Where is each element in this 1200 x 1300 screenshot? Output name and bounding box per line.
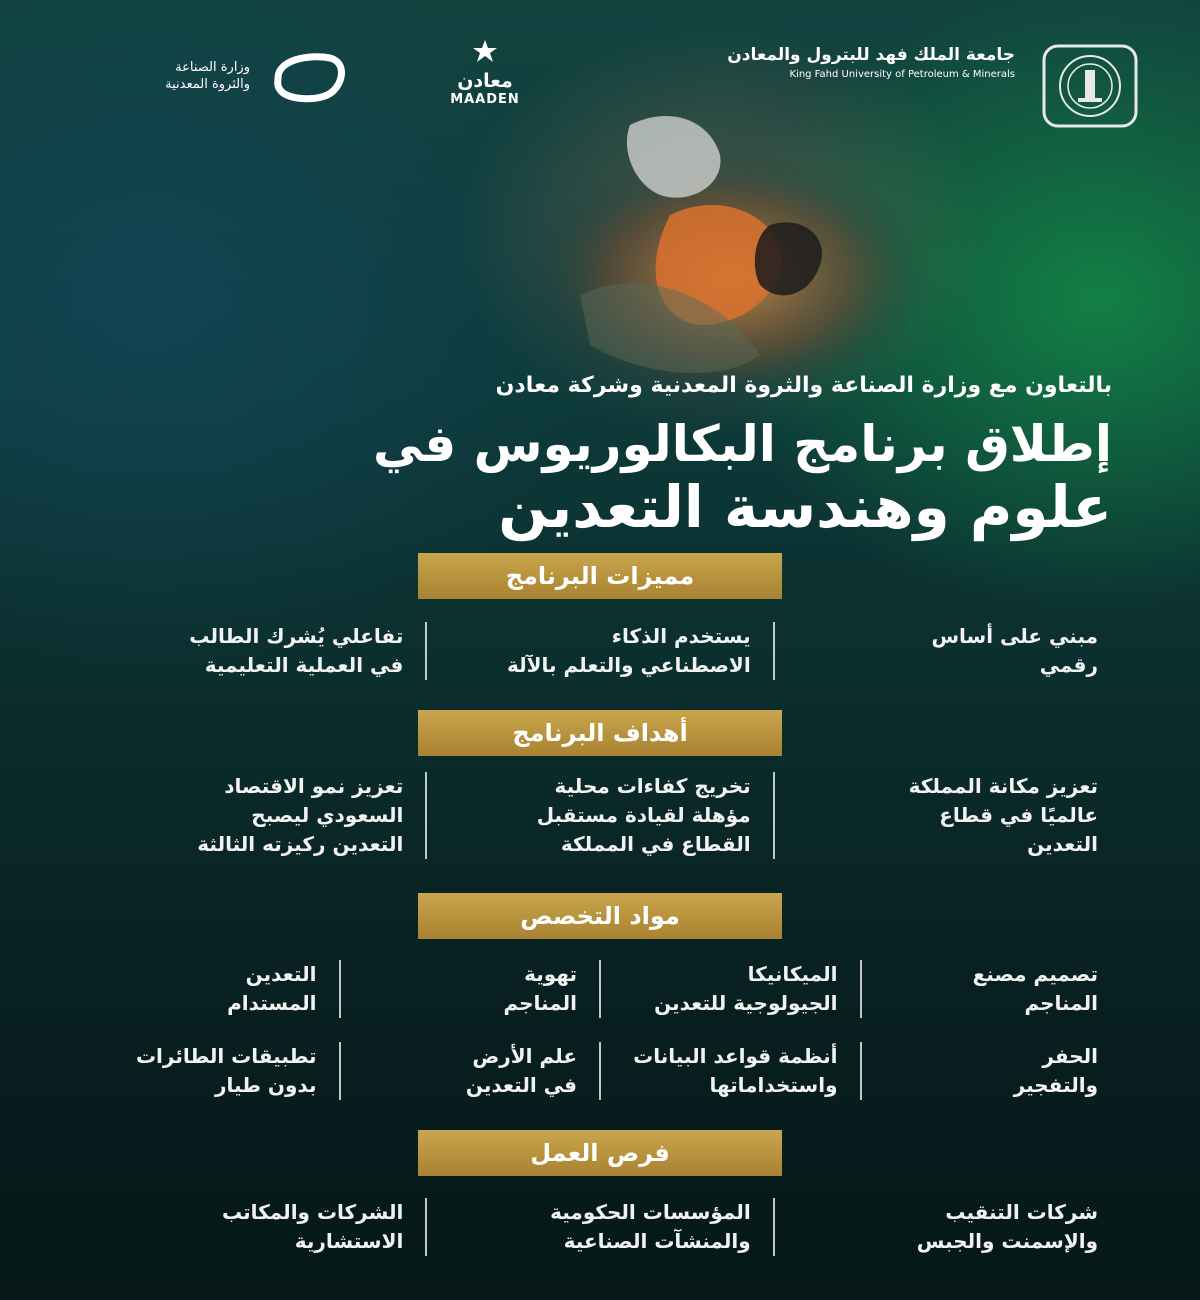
intro-text: بالتعاون مع وزارة الصناعة والثروة المعدنية وشركة معادن bbox=[495, 373, 1112, 398]
subject-item-line2: والتفجير bbox=[1013, 1073, 1098, 1097]
subject-item-line1: تطبيقات الطائرات bbox=[135, 1044, 317, 1068]
goal-item-line2: عالميًا في قطاع bbox=[939, 803, 1098, 827]
subject-item bbox=[862, 960, 1121, 1018]
ministry-name-line2: والثروة المعدنية bbox=[165, 77, 250, 92]
jobs-heading: فرص العمل bbox=[418, 1130, 782, 1176]
subject-item-line2: واستخداماتها bbox=[709, 1073, 838, 1097]
goal-item bbox=[427, 772, 774, 859]
goal-item-line3: القطاع في المملكة bbox=[560, 832, 751, 856]
subject-item-line2: المستدام bbox=[227, 991, 317, 1015]
ministry-name-line1: وزارة الصناعة bbox=[175, 60, 250, 75]
jobs-row bbox=[80, 1198, 1120, 1256]
mining-photo bbox=[520, 95, 940, 395]
feature-item-line1: يستخدم الذكاء bbox=[611, 624, 751, 648]
feature-item-line2: رقمي bbox=[1039, 653, 1098, 677]
goal-item-line3: التعدين ركيزته الثالثة bbox=[197, 832, 404, 856]
subject-item bbox=[80, 960, 341, 1018]
goal-item-line1: تخريج كفاءات محلية bbox=[554, 774, 751, 798]
goal-item bbox=[775, 772, 1120, 859]
subject-item-line2: الجيولوجية للتعدين bbox=[654, 991, 838, 1015]
page-title-line1: إطلاق برنامج البكالوريوس في bbox=[372, 415, 1112, 473]
subject-item-line1: تهوية bbox=[524, 962, 577, 986]
subjects-row-2 bbox=[80, 1042, 1120, 1100]
job-item bbox=[775, 1198, 1120, 1256]
subject-item bbox=[601, 1042, 862, 1100]
ministry-logo bbox=[80, 48, 348, 104]
subject-item-line1: علم الأرض bbox=[472, 1044, 577, 1068]
job-item-line1: شركات التنقيب bbox=[945, 1200, 1098, 1224]
kfupm-name-en: King Fahd University of Petroleum & Minerals bbox=[789, 69, 1015, 80]
subjects-row-1 bbox=[80, 960, 1120, 1018]
subject-item-line1: الميكانيكا bbox=[747, 962, 838, 986]
subject-item-line2: في التعدين bbox=[465, 1073, 577, 1097]
goals-row bbox=[80, 772, 1120, 859]
kfupm-name-ar: جامعة الملك فهد للبترول والمعادن bbox=[727, 45, 1015, 65]
subject-item-line2: بدون طيار bbox=[214, 1073, 317, 1097]
goals-heading: أهداف البرنامج bbox=[418, 710, 782, 756]
subject-item bbox=[341, 960, 602, 1018]
page-title-line2: علوم وهندسة التعدين bbox=[498, 473, 1112, 541]
subject-item-line2: المناجم bbox=[1024, 991, 1098, 1015]
feature-item bbox=[775, 622, 1120, 680]
feature-item bbox=[427, 622, 774, 680]
feature-item bbox=[80, 622, 427, 680]
subject-item-line1: تصميم مصنع bbox=[972, 962, 1098, 986]
goal-item-line2: مؤهلة لقيادة مستقبل bbox=[536, 803, 751, 827]
subject-item-line1: أنظمة قواعد البيانات bbox=[633, 1044, 838, 1068]
kfupm-seal-icon bbox=[1040, 42, 1140, 130]
features-row bbox=[80, 622, 1120, 680]
job-item-line2: والإسمنت والجبس bbox=[916, 1229, 1098, 1253]
job-item bbox=[80, 1198, 427, 1256]
subject-item bbox=[341, 1042, 602, 1100]
ministry-emblem-icon bbox=[268, 48, 348, 104]
feature-item-line2: الاصطناعي والتعلم بالآلة bbox=[506, 653, 751, 677]
subject-item-line1: التعدين bbox=[245, 962, 317, 986]
kfupm-name bbox=[727, 45, 1015, 80]
subject-item-line1: الحفر bbox=[1042, 1044, 1098, 1068]
maaden-star-icon bbox=[472, 40, 498, 62]
subject-item-line2: المناجم bbox=[503, 991, 577, 1015]
maaden-name-ar: معادن bbox=[457, 70, 513, 92]
feature-item-line1: مبني على أساس bbox=[931, 624, 1098, 648]
job-item bbox=[427, 1198, 774, 1256]
job-item-line2: والمنشآت الصناعية bbox=[563, 1229, 751, 1253]
features-heading: مميزات البرنامج bbox=[418, 553, 782, 599]
goal-item bbox=[80, 772, 427, 859]
goal-item-line3: التعدين bbox=[1027, 832, 1098, 856]
goal-item-line1: تعزيز نمو الاقتصاد bbox=[224, 774, 404, 798]
subject-item bbox=[80, 1042, 341, 1100]
goal-item-line2: السعودي ليصبح bbox=[251, 803, 404, 827]
feature-item-line1: تفاعلي يُشرك الطالب bbox=[189, 624, 404, 648]
subject-item bbox=[862, 1042, 1121, 1100]
subjects-heading: مواد التخصص bbox=[418, 893, 782, 939]
job-item-line1: الشركات والمكاتب bbox=[221, 1200, 404, 1224]
job-item-line2: الاستشارية bbox=[294, 1229, 404, 1253]
job-item-line1: المؤسسات الحكومية bbox=[550, 1200, 751, 1224]
subject-item bbox=[601, 960, 862, 1018]
goal-item-line1: تعزيز مكانة المملكة bbox=[908, 774, 1098, 798]
feature-item-line2: في العملية التعليمية bbox=[204, 653, 404, 677]
maaden-name-en: MAADEN bbox=[450, 92, 520, 107]
ministry-name bbox=[80, 59, 250, 93]
